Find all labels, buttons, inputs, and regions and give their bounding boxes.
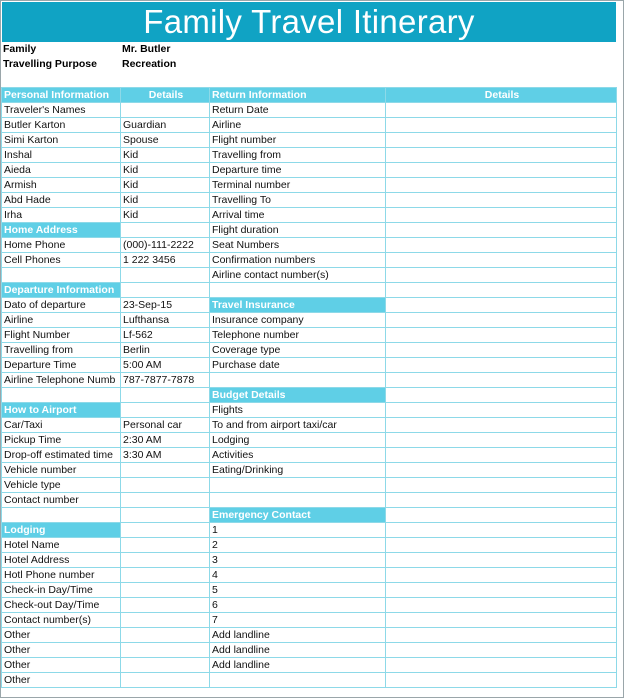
table-cell[interactable]: Lodging (210, 433, 386, 448)
table-cell[interactable]: Confirmation numbers (210, 253, 386, 268)
table-cell[interactable]: Hotel Name (2, 538, 121, 553)
table-cell[interactable] (210, 283, 386, 298)
table-cell[interactable]: Hotl Phone number (2, 568, 121, 583)
table-cell[interactable]: Flight number (210, 133, 386, 148)
table-cell[interactable] (121, 583, 210, 598)
table-cell[interactable]: 1 (210, 523, 386, 538)
table-cell[interactable]: Abd Hade (2, 193, 121, 208)
table-cell[interactable] (386, 568, 617, 583)
table-cell[interactable]: Travelling from (210, 148, 386, 163)
table-row (2, 178, 617, 193)
table-cell[interactable]: Kid (121, 208, 210, 223)
table-cell[interactable]: 7 (210, 613, 386, 628)
table-row (2, 193, 617, 208)
table-row (2, 403, 617, 418)
table-row (2, 538, 617, 553)
table-cell[interactable]: Spouse (121, 133, 210, 148)
table-cell[interactable]: 6 (210, 598, 386, 613)
table-cell[interactable]: Vehicle type (2, 478, 121, 493)
table-cell[interactable] (386, 178, 617, 193)
table-row (2, 463, 617, 478)
table-cell[interactable]: Hotel Address (2, 553, 121, 568)
table-row (2, 673, 617, 688)
table-row (2, 223, 617, 238)
table-cell[interactable]: Personal car (121, 418, 210, 433)
table-row (2, 133, 617, 148)
table-cell[interactable]: 3:30 AM (121, 448, 210, 463)
table-cell[interactable] (121, 538, 210, 553)
table-cell[interactable]: Airline Telephone Numb (2, 373, 121, 388)
table-cell[interactable] (386, 283, 617, 298)
table-cell[interactable] (386, 643, 617, 658)
purpose-value: Recreation (122, 58, 177, 70)
table-cell[interactable] (121, 613, 210, 628)
table-cell[interactable] (386, 583, 617, 598)
table-cell[interactable] (386, 673, 617, 688)
section-header-cell: Budget Details (210, 388, 386, 403)
itinerary-table (1, 87, 617, 688)
table-cell[interactable]: Contact number (2, 493, 121, 508)
table-cell[interactable] (386, 328, 617, 343)
family-label: Family (3, 43, 37, 55)
table-cell[interactable]: 5:00 AM (121, 358, 210, 373)
table-cell[interactable]: Vehicle number (2, 463, 121, 478)
table-cell[interactable]: Add landline (210, 628, 386, 643)
table-row (2, 628, 617, 643)
table-cell[interactable] (121, 223, 210, 238)
table-cell[interactable] (121, 568, 210, 583)
table-cell[interactable] (386, 523, 617, 538)
table-cell[interactable]: Add landline (210, 643, 386, 658)
table-cell[interactable] (121, 493, 210, 508)
table-cell[interactable] (386, 478, 617, 493)
section-header-cell: Departure Information (2, 283, 121, 298)
table-cell[interactable]: Telephone number (210, 328, 386, 343)
table-cell[interactable] (121, 658, 210, 673)
family-value: Mr. Butler (122, 43, 171, 55)
table-cell[interactable] (386, 118, 617, 133)
table-cell[interactable]: Kid (121, 148, 210, 163)
table-cell[interactable]: 787-7877-7878 (121, 373, 210, 388)
table-cell[interactable]: Kid (121, 178, 210, 193)
table-cell[interactable]: 2 (210, 538, 386, 553)
table-cell[interactable] (121, 508, 210, 523)
table-cell[interactable] (386, 433, 617, 448)
table-row (2, 313, 617, 328)
table-cell[interactable]: Insurance company (210, 313, 386, 328)
table-cell[interactable]: Purchase date (210, 358, 386, 373)
table-cell[interactable]: Other (2, 658, 121, 673)
table-cell[interactable]: Armish (2, 178, 121, 193)
table-cell[interactable] (121, 643, 210, 658)
table-row (2, 358, 617, 373)
table-cell[interactable]: Contact number(s) (2, 613, 121, 628)
table-row (2, 238, 617, 253)
table-cell[interactable] (386, 508, 617, 523)
table-row (2, 418, 617, 433)
table-row (2, 553, 617, 568)
table-cell[interactable]: Lf-562 (121, 328, 210, 343)
table-row (2, 583, 617, 598)
table-cell[interactable] (2, 508, 121, 523)
table-row (2, 103, 617, 118)
table-cell[interactable]: Flights (210, 403, 386, 418)
table-cell[interactable] (386, 343, 617, 358)
table-cell[interactable]: Check-in Day/Time (2, 583, 121, 598)
table-cell[interactable]: Travelling To (210, 193, 386, 208)
table-cell[interactable]: Coverage type (210, 343, 386, 358)
page-title: Family Travel Itinerary (2, 2, 616, 42)
table-cell[interactable]: 1 222 3456 (121, 253, 210, 268)
table-cell[interactable]: Traveler's Names (2, 103, 121, 118)
table-cell[interactable] (121, 283, 210, 298)
table-cell[interactable] (210, 373, 386, 388)
table-cell[interactable]: Terminal number (210, 178, 386, 193)
table-cell[interactable] (210, 493, 386, 508)
table-cell[interactable]: Lufthansa (121, 313, 210, 328)
section-header-cell: Details (121, 88, 210, 103)
section-header-cell: How to Airport (2, 403, 121, 418)
table-cell[interactable]: Return Date (210, 103, 386, 118)
table-cell[interactable]: (000)-111-2222 (121, 238, 210, 253)
table-cell[interactable] (386, 223, 617, 238)
table-cell[interactable]: Cell Phones (2, 253, 121, 268)
table-row (2, 598, 617, 613)
table-cell[interactable]: 23-Sep-15 (121, 298, 210, 313)
table-cell[interactable]: Dato of departure (2, 298, 121, 313)
table-row (2, 283, 617, 298)
table-cell[interactable]: Butler Karton (2, 118, 121, 133)
section-header-cell: Emergency Contact (210, 508, 386, 523)
table-row (2, 508, 617, 523)
table-cell[interactable]: Kid (121, 193, 210, 208)
section-header-cell: Home Address (2, 223, 121, 238)
table-cell[interactable] (386, 238, 617, 253)
table-cell[interactable] (121, 103, 210, 118)
table-row (2, 448, 617, 463)
table-cell[interactable] (386, 658, 617, 673)
table-cell[interactable] (2, 268, 121, 283)
table-cell[interactable]: Departure Time (2, 358, 121, 373)
table-cell[interactable]: Departure time (210, 163, 386, 178)
table-cell[interactable] (386, 148, 617, 163)
table-cell[interactable]: Check-out Day/Time (2, 598, 121, 613)
table-cell[interactable]: Airline (2, 313, 121, 328)
table-row (2, 118, 617, 133)
table-cell[interactable]: 2:30 AM (121, 433, 210, 448)
table-cell[interactable]: Activities (210, 448, 386, 463)
itinerary-table-body (2, 88, 617, 688)
table-cell[interactable]: 4 (210, 568, 386, 583)
section-header-cell: Personal Information (2, 88, 121, 103)
table-cell[interactable]: Guardian (121, 118, 210, 133)
table-row (2, 433, 617, 448)
table-cell[interactable] (386, 268, 617, 283)
table-row (2, 208, 617, 223)
table-cell[interactable]: Flight duration (210, 223, 386, 238)
table-cell[interactable]: Inshal (2, 148, 121, 163)
table-cell[interactable]: Berlin (121, 343, 210, 358)
table-cell[interactable]: To and from airport taxi/car (210, 418, 386, 433)
table-cell[interactable]: Other (2, 628, 121, 643)
table-cell[interactable] (121, 478, 210, 493)
table-cell[interactable]: Simi Karton (2, 133, 121, 148)
table-cell[interactable] (386, 613, 617, 628)
table-cell[interactable] (121, 388, 210, 403)
table-cell[interactable]: Other (2, 673, 121, 688)
table-cell[interactable] (386, 193, 617, 208)
table-row (2, 478, 617, 493)
table-cell[interactable] (121, 403, 210, 418)
table-cell[interactable]: 5 (210, 583, 386, 598)
table-cell[interactable] (386, 403, 617, 418)
table-cell[interactable] (2, 388, 121, 403)
table-cell[interactable] (386, 208, 617, 223)
table-cell[interactable] (386, 628, 617, 643)
table-cell[interactable] (386, 493, 617, 508)
table-cell[interactable] (121, 268, 210, 283)
table-row (2, 253, 617, 268)
section-header-cell: Details (386, 88, 617, 103)
table-row (2, 658, 617, 673)
table-row (2, 88, 617, 103)
table-cell[interactable] (386, 598, 617, 613)
table-cell[interactable] (121, 463, 210, 478)
table-cell[interactable] (121, 523, 210, 538)
table-cell[interactable] (386, 448, 617, 463)
table-row (2, 148, 617, 163)
table-cell[interactable] (121, 673, 210, 688)
table-cell[interactable] (386, 418, 617, 433)
section-header-cell: Return Information (210, 88, 386, 103)
table-cell[interactable]: Kid (121, 163, 210, 178)
table-cell[interactable]: Pickup Time (2, 433, 121, 448)
table-cell[interactable] (121, 553, 210, 568)
table-row (2, 328, 617, 343)
table-row (2, 343, 617, 358)
table-cell[interactable]: Add landline (210, 658, 386, 673)
table-cell[interactable] (386, 553, 617, 568)
table-cell[interactable]: Car/Taxi (2, 418, 121, 433)
table-cell[interactable] (121, 628, 210, 643)
table-cell[interactable] (386, 538, 617, 553)
table-cell[interactable] (386, 373, 617, 388)
table-cell[interactable]: Other (2, 643, 121, 658)
table-row (2, 388, 617, 403)
table-cell[interactable]: Airline contact number(s) (210, 268, 386, 283)
table-cell[interactable] (386, 313, 617, 328)
table-cell[interactable]: Eating/Drinking (210, 463, 386, 478)
table-row (2, 493, 617, 508)
table-cell[interactable]: Seat Numbers (210, 238, 386, 253)
table-cell[interactable] (386, 163, 617, 178)
table-cell[interactable] (386, 298, 617, 313)
table-cell[interactable]: Arrival time (210, 208, 386, 223)
table-cell[interactable]: Aieda (2, 163, 121, 178)
purpose-label: Travelling Purpose (3, 58, 97, 70)
table-cell[interactable] (386, 463, 617, 478)
table-cell[interactable]: Home Phone (2, 238, 121, 253)
section-header-cell: Lodging (2, 523, 121, 538)
table-cell[interactable] (386, 388, 617, 403)
table-row (2, 643, 617, 658)
table-cell[interactable] (210, 478, 386, 493)
table-cell[interactable] (210, 673, 386, 688)
table-cell[interactable] (386, 253, 617, 268)
table-cell[interactable]: Flight Number (2, 328, 121, 343)
table-cell[interactable] (386, 133, 617, 148)
table-row (2, 523, 617, 538)
table-cell[interactable]: Travelling from (2, 343, 121, 358)
table-cell[interactable] (386, 103, 617, 118)
table-cell[interactable]: Irha (2, 208, 121, 223)
table-row (2, 613, 617, 628)
table-cell[interactable]: Drop-off estimated time (2, 448, 121, 463)
table-row (2, 568, 617, 583)
table-cell[interactable]: Airline (210, 118, 386, 133)
table-row (2, 163, 617, 178)
table-row (2, 298, 617, 313)
table-cell[interactable]: 3 (210, 553, 386, 568)
table-cell[interactable] (121, 598, 210, 613)
section-header-cell: Travel Insurance (210, 298, 386, 313)
table-cell[interactable] (386, 358, 617, 373)
table-row (2, 268, 617, 283)
table-row (2, 373, 617, 388)
